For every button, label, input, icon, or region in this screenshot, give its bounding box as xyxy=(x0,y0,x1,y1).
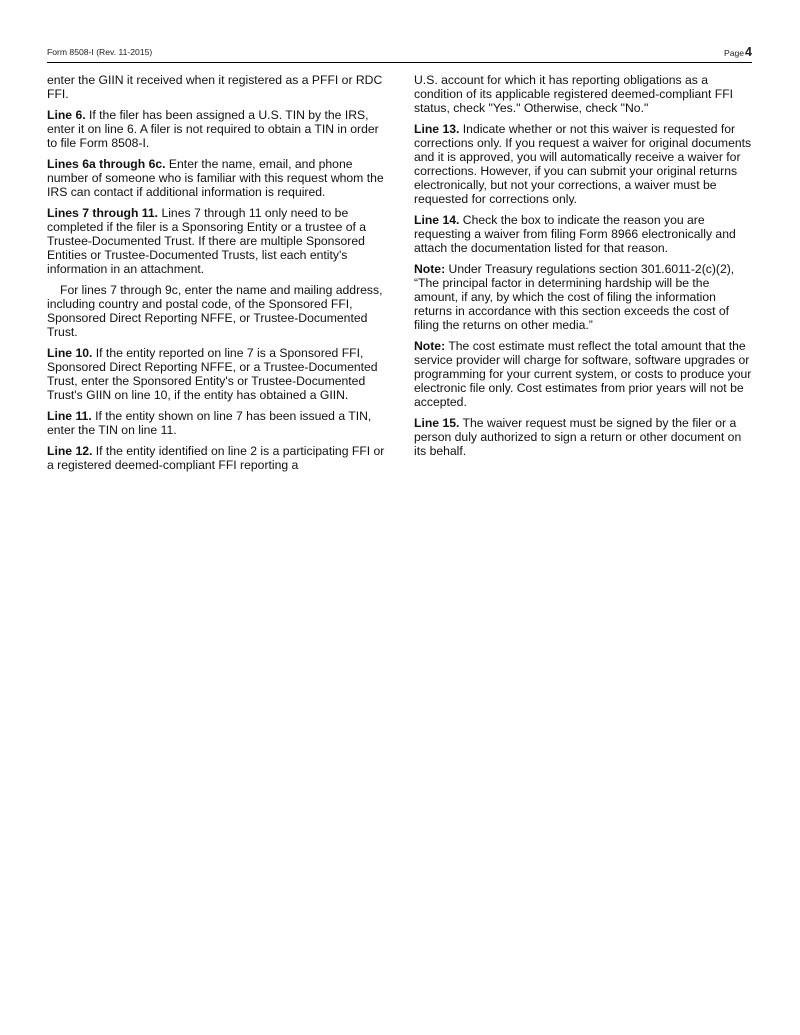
paragraph-heading: Lines 7 through 11. xyxy=(47,206,159,220)
paragraph-text: If the entity identified on line 2 is a participating FFI or a registered deemed-compliant FFI reporting a xyxy=(47,444,385,472)
paragraph-line-12-continuation xyxy=(414,73,756,115)
paragraph-line-15 xyxy=(414,416,756,458)
paragraph-text: For lines 7 through 9c, enter the name and mailing address, including country and postal code, of the Sponsored FFI, Sponsored Direct Reporting NFFE, or Trustee-Documented Trust. xyxy=(47,283,383,339)
paragraph-text: U.S. account for which it has reporting obligations as a condition of its applicable registered deemed-compliant FFI status, check "Yes." Otherwise, check "No." xyxy=(414,73,734,115)
paragraph-text: Lines 7 through 11 only need to be completed if the filer is a Sponsoring Entity or a trustee of a Trustee-Documented Trust. If there are multiple Sponsored Entities or Trustee-Documented Trusts, list each entity's information in an attachment. xyxy=(47,206,367,276)
paragraph-giin-continuation xyxy=(47,73,386,101)
paragraph-text: Under Treasury regulations section 301.6011-2(c)(2), “The principal factor in determining hardship will be the amount, if any, by which the cost of filing the information returns in accordance with this section exceeds the cost of filing the returns on other media.” xyxy=(414,262,735,332)
paragraph-heading: Line 15. xyxy=(414,416,460,430)
paragraph-text: If the entity shown on line 7 has been issued a TIN, enter the TIN on line 11. xyxy=(47,409,372,437)
instructions-left-column xyxy=(47,73,386,479)
paragraph-heading: Line 13. xyxy=(414,122,460,136)
paragraph-heading: Line 12. xyxy=(47,444,93,458)
paragraph-text: enter the GIIN it received when it registered as a PFFI or RDC FFI. xyxy=(47,73,383,101)
paragraph-text: The cost estimate must reflect the total amount that the service provider will charge for software, software upgrades or programming for your current system, or costs to produce your electronic file only. Cost estimates from prior years will not be accepted. xyxy=(414,339,752,409)
paragraph-lines-7-11 xyxy=(47,206,386,276)
paragraph-line-12 xyxy=(47,444,386,472)
paragraph-heading: Lines 6a through 6c. xyxy=(47,157,166,171)
paragraph-line-11 xyxy=(47,409,386,437)
paragraph-heading: Line 10. xyxy=(47,346,93,360)
paragraph-text: The waiver request must be signed by the filer or a person duly authorized to sign a return or other document on its behalf. xyxy=(414,416,742,458)
page-header xyxy=(47,46,752,63)
instructions-right-column xyxy=(414,73,756,465)
paragraph-heading: Note: xyxy=(414,262,446,276)
paragraph-note-hardship xyxy=(414,262,756,332)
paragraph-line-13 xyxy=(414,122,756,206)
page-number: 4 xyxy=(745,45,752,59)
paragraph-heading: Line 14. xyxy=(414,213,460,227)
paragraph-line-6 xyxy=(47,108,386,150)
paragraph-heading: Line 11. xyxy=(47,409,92,423)
page-label: Page xyxy=(723,48,745,58)
paragraph-text: Check the box to indicate the reason you are requesting a waiver from filing Form 8966 electronically and attach the documentation listed for that reason. xyxy=(414,213,736,255)
page-indicator xyxy=(724,45,752,59)
paragraph-lines-7-9c xyxy=(47,283,386,339)
paragraph-text: Enter the name, email, and phone number of someone who is familiar with this request whom the IRS can contact if additional information is required. xyxy=(47,157,384,199)
paragraph-heading: Note: xyxy=(414,339,446,353)
paragraph-note-cost-estimate xyxy=(414,339,756,409)
paragraph-text: If the entity reported on line 7 is a Sponsored FFI, Sponsored Direct Reporting NFFE, or a Trustee-Documented Trust, enter the Sponsored Entity's or Trustee-Documented Trust's GIIN on line 10, if the entity has obtained a GIIN. xyxy=(47,346,378,402)
paragraph-line-10 xyxy=(47,346,386,402)
paragraph-line-14 xyxy=(414,213,756,255)
form-revision-label: Form 8508-I (Rev. 11-2015) xyxy=(47,47,153,57)
paragraph-text: If the filer has been assigned a U.S. TIN by the IRS, enter it on line 6. A filer is not required to obtain a TIN in order to file Form 8508-I. xyxy=(47,108,379,150)
paragraph-heading: Line 6. xyxy=(47,108,86,122)
paragraph-lines-6a-6c xyxy=(47,157,386,199)
paragraph-text: Indicate whether or not this waiver is requested for corrections only. If you request a waiver for original documents and it is approved, you will automatically receive a waiver for corrections. However, if you can submit your original returns electronically, but not your corrections, a waiver must be requested for corrections only. xyxy=(414,122,752,206)
